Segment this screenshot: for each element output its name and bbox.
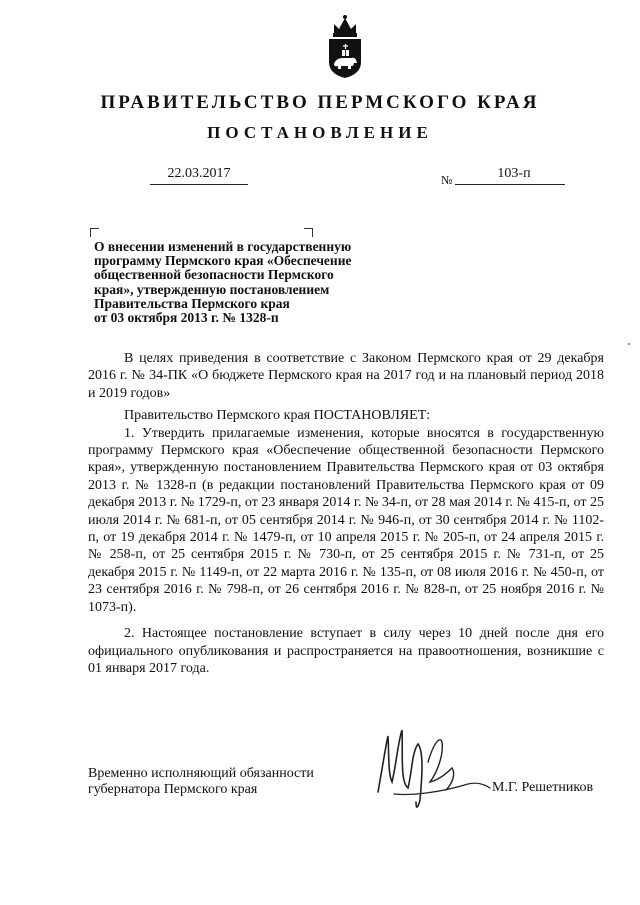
scan-speck xyxy=(628,343,630,345)
document-number: 103-п xyxy=(497,166,531,181)
subject-line: от 03 октября 2013 г. № 1328-п xyxy=(94,310,279,326)
signatory-title-line: губернатора Пермского края xyxy=(88,782,258,797)
subject-line: Правительства Пермского края xyxy=(94,295,290,311)
subject-line: общественной безопасности Пермского xyxy=(94,267,334,283)
subject-line: О внесении изменений в государственную xyxy=(94,239,352,254)
preamble-paragraph: В целях приведения в соответствие с Законом Пермского края от 29 декабря 2016 г. № 34-ПК «О бюджете Пермского края на 2017 год и на плановый период 2018 и 2019 годов» xyxy=(88,351,604,401)
clause-2-paragraph: 2. Настоящее постановление вступает в силу через 10 дней после дня его официального опубликования и распространяется на правоотношения, возникшие с 01 января 2017 года. xyxy=(88,626,604,676)
document-subject xyxy=(94,240,394,325)
subject-line: программу Пермского края «Обеспечение xyxy=(94,253,352,269)
resolution-paragraph: Правительство Пермского края ПОСТАНОВЛЯЕТ: xyxy=(124,408,431,424)
signatory-title-line: Временно исполняющий обязанности xyxy=(88,766,314,781)
number-sign: № xyxy=(441,173,453,187)
subject-corner-mark-left xyxy=(90,228,99,237)
signatory-title xyxy=(88,766,314,798)
clause-1-paragraph: 1. Утвердить прилагаемые изменения, которые вносятся в государственную программу Пермского края «Обеспечение общественной безопасности Пермского края», утвержденную постановлением Правительства Пермского края от 03 октября 2013 г. № 1328-п (в редакции постановлений Правительства Пермского края от 09 декабря 2013 г. № 1729-п, от 23 января 2014 г. № 34-п, от 28 мая 2014 г. № 415-п, от 25 июля 2014 г. № 681-п, от 05 сентября 2014 г. № 946-п, от 30 сентября 2014 г. № 1102-п, от 19 декабря 2014 г. № 1479-п, от 10 апреля 2015 г. № 205-п, от 24 апреля 2015 г. № 258-п, от 25 сентября 2015 г. № 730-п, от 25 сентября 2015 г. № 731-п, от 25 декабря 2015 г. № 1149-п, от 22 марта 2016 г. № 135-п, от 08 июля 2016 г. № 450-п, от 23 сентября 2016 г. № 798-п, от 26 сентября 2016 г. № 828-п, от 25 ноября 2016 г. № 1073-п). xyxy=(88,425,604,615)
document-type: ПОСТАНОВЛЕНИЕ xyxy=(207,123,433,142)
subject-corner-mark-right xyxy=(304,228,313,237)
document-body xyxy=(88,350,604,677)
document-date: 22.03.2017 xyxy=(167,166,231,181)
subject-line: края», утвержденную постановлением xyxy=(94,281,330,297)
perm-krai-coat-of-arms-icon xyxy=(326,14,364,80)
handwritten-signature xyxy=(372,722,492,814)
number-underline xyxy=(455,184,565,185)
signatory-name: М.Г. Решетников xyxy=(492,780,594,795)
date-underline xyxy=(150,184,248,185)
organization-name: ПРАВИТЕЛЬСТВО ПЕРМСКОГО КРАЯ xyxy=(100,92,540,113)
